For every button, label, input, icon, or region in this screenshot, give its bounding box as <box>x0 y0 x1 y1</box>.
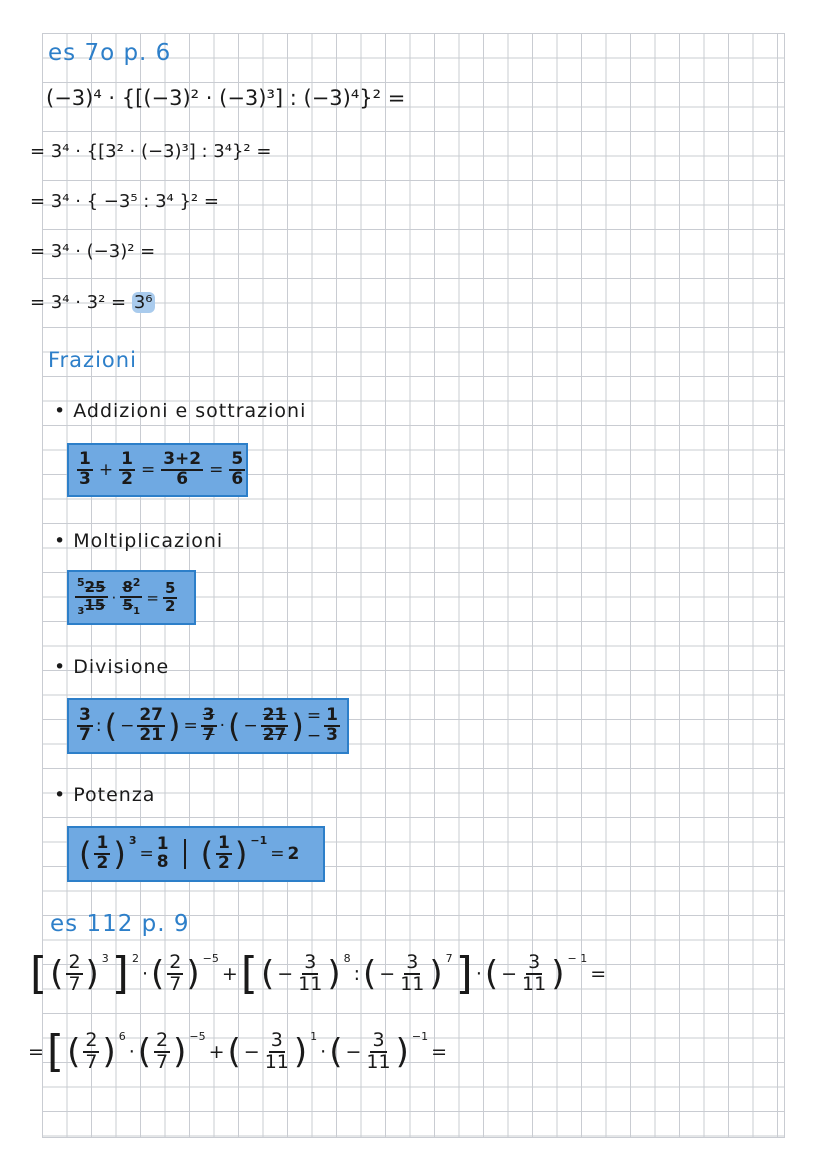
fraction: $\frac{21}{27}$ <box>262 705 287 745</box>
fraction: $\frac{3}{7}$ <box>79 705 91 745</box>
ex70-line-2: = 3⁴ · {[3² · (−3)³] : 3⁴}² = <box>30 141 272 162</box>
fraction: $\frac{3+2}{6}$ <box>163 449 202 489</box>
ex112-line-1: [ ( $\frac{2}{7}$ ) $^3$ ] $^2$ · ( $\frac{2}{7}$ ) $^{-5}$ + [ ( − $\frac{3}{11}$ ) $^8$ : ( − $\frac{3}{11}$ ) $^7$ ] · ( − $\frac{3}{11}$ ) $^{- 1}$ = <box>30 948 607 999</box>
ex70-line-1: (−3)⁴ · {[(−3)² · (−3)³] : (−3)⁴}² = <box>46 86 406 110</box>
box-moltiplicazioni: $\frac{^525}{_315}$ · $\frac{8^2}{5_1}$ = $\frac{5}{2}$ <box>67 570 196 625</box>
fraction: 1 8 <box>156 834 169 872</box>
fraction: $\frac{3}{7}$ <box>202 705 215 745</box>
exercise-70-title: es 7o p. 6 <box>48 40 172 66</box>
box-divisione: $\frac{3}{7}$ : ( − $\frac{27}{21}$ ) = $\frac{3}{7}$ · ( − $\frac{21}{27}$ ) = − $\frac{1}{3}$ <box>67 698 349 754</box>
fraction: $\frac{8^2}{5_1}$ <box>122 576 141 618</box>
label-addizioni: • Addizioni e sottrazioni <box>54 400 307 422</box>
ex70-line-3: = 3⁴ · { −3⁵ : 3⁴ }² = <box>30 191 219 212</box>
fraction: $\frac{5}{6}$ <box>231 449 244 489</box>
label-moltiplicazioni: • Moltiplicazioni <box>54 530 224 552</box>
fraction: $\frac{^525}{_315}$ <box>77 576 106 618</box>
box-potenza: ( $\frac{1}{2}$ ) $^3$ = 1 8 ( $\frac{1}{2}$ ) $^{-1}$ = 2 <box>67 826 325 882</box>
fraction: $\frac{1}{3}$ <box>326 705 338 745</box>
box-addizioni: $\frac{1}{3}$ + $\frac{1}{2}$ = $\frac{3+2}{6}$ = $\frac{5}{6}$ <box>67 443 248 497</box>
section-heading-frazioni: Frazioni <box>48 348 137 372</box>
fraction: $\frac{1}{3}$ <box>79 449 91 489</box>
fraction: $\frac{1}{2}$ <box>121 449 133 489</box>
fraction: $\frac{1}{2}$ <box>96 833 109 873</box>
ex70-line-5 <box>30 294 155 312</box>
ex112-line-2: = [ ( $\frac{2}{7}$ ) $^6$ · ( $\frac{2}{7}$ ) $^{-5}$ + ( − $\frac{3}{11}$ ) $^1$ · ( − $\frac{3}{11}$ ) $^{-1}$ = <box>28 1026 447 1077</box>
ex70-result: 3⁶ <box>133 292 153 313</box>
ex70-line-5-text: = 3⁴ · 3² = <box>30 292 127 313</box>
exercise-112-title: es 112 p. 9 <box>50 911 190 937</box>
label-divisione: • Divisione <box>54 656 170 678</box>
label-potenza: • Potenza <box>54 784 156 806</box>
fraction: $\frac{5}{2}$ <box>164 578 176 615</box>
fraction: $\frac{27}{21}$ <box>139 705 163 745</box>
fraction: $\frac{1}{2}$ <box>218 833 230 873</box>
ex70-line-4: = 3⁴ · (−3)² = <box>30 241 156 262</box>
divider <box>184 839 186 869</box>
